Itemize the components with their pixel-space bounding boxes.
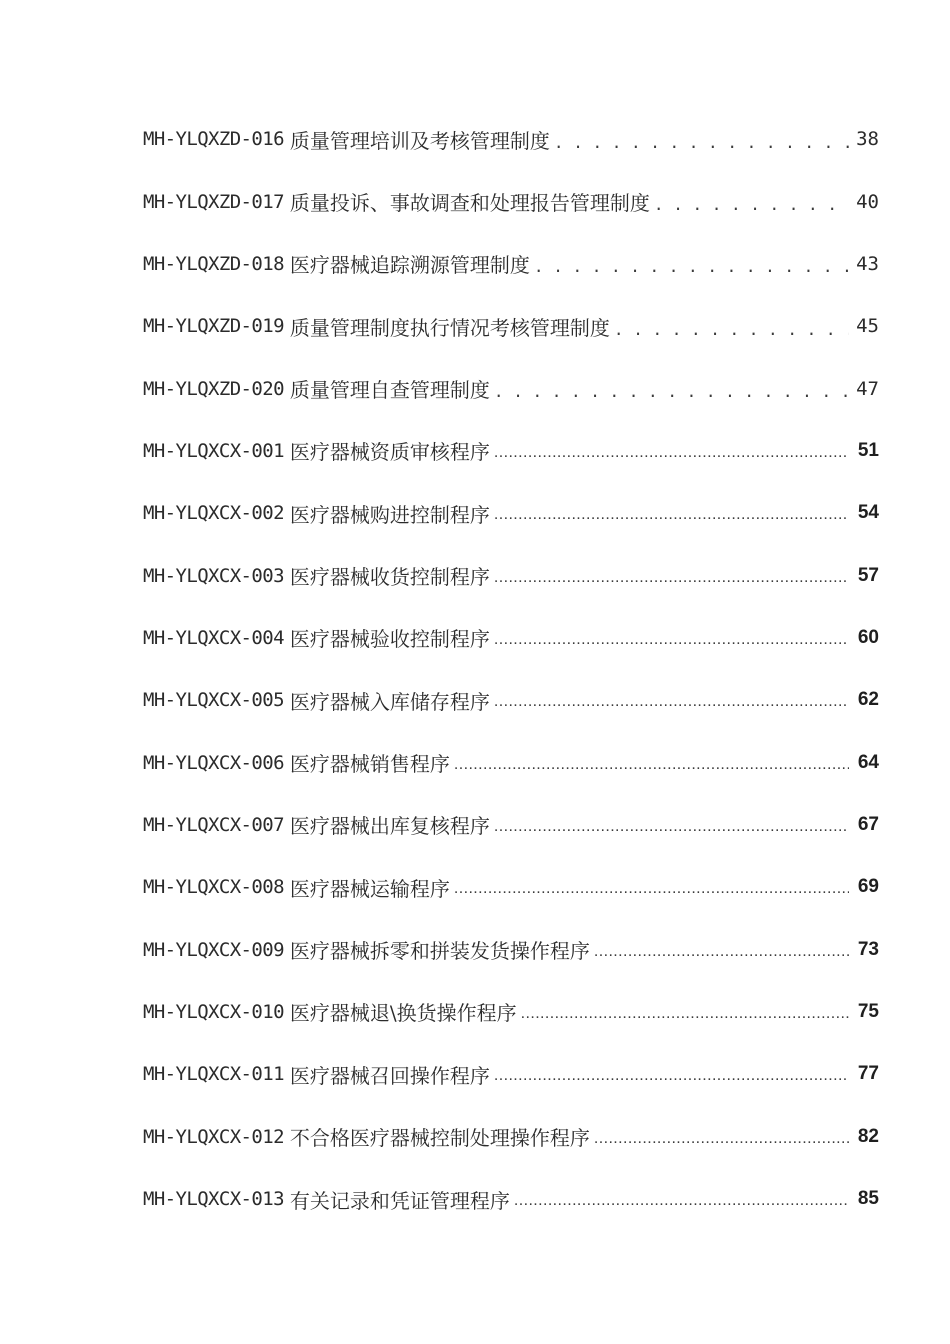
toc-dot-leader xyxy=(494,482,849,544)
toc-entry-code: MH-YLQXCX-007 xyxy=(143,813,284,836)
toc-entry-code: MH-YLQXCX-009 xyxy=(143,938,284,961)
toc-entry-code: MH-YLQXCX-008 xyxy=(143,876,284,899)
toc-dot-leader xyxy=(454,856,849,918)
toc-entry-title: 质量管理自查管理制度 xyxy=(289,378,490,403)
toc-entry[interactable] xyxy=(143,357,879,419)
toc-entry-title: 有关记录和凭证管理程序 xyxy=(289,1188,510,1213)
toc-entry[interactable] xyxy=(143,108,879,170)
toc-dot-leader xyxy=(614,295,849,357)
toc-entry-code: MH-YLQXCX-004 xyxy=(143,626,284,649)
toc-entry-page-number: 77 xyxy=(857,1063,879,1085)
toc-entry-title: 医疗器械入库储存程序 xyxy=(289,689,490,714)
toc-entry[interactable] xyxy=(143,918,879,980)
table-of-contents xyxy=(143,108,879,1230)
toc-entry[interactable] xyxy=(143,482,879,544)
toc-entry-code: MH-YLQXCX-005 xyxy=(143,689,284,712)
toc-entry-title: 质量管理培训及考核管理制度 xyxy=(289,128,550,153)
toc-entry-code: MH-YLQXZD-016 xyxy=(143,128,284,151)
toc-entry-title: 医疗器械运输程序 xyxy=(289,876,450,901)
toc-dot-leader xyxy=(514,1168,849,1230)
toc-entry-title: 医疗器械追踪溯源管理制度 xyxy=(289,253,530,278)
toc-entry[interactable] xyxy=(143,295,879,357)
toc-entry[interactable] xyxy=(143,981,879,1043)
toc-entry[interactable] xyxy=(143,233,879,295)
toc-entry[interactable] xyxy=(143,731,879,793)
toc-dot-leader xyxy=(554,108,849,170)
toc-entry[interactable] xyxy=(143,1168,879,1230)
toc-entry-page-number: 54 xyxy=(857,502,879,524)
toc-entry[interactable] xyxy=(143,794,879,856)
toc-entry[interactable] xyxy=(143,1043,879,1105)
toc-entry-code: MH-YLQXCX-013 xyxy=(143,1188,284,1211)
toc-entry-code: MH-YLQXZD-017 xyxy=(143,190,284,213)
toc-dot-leader xyxy=(494,1043,849,1105)
toc-entry[interactable] xyxy=(143,544,879,606)
toc-entry-title: 医疗器械收货控制程序 xyxy=(289,565,490,590)
toc-entry-title: 医疗器械验收控制程序 xyxy=(289,627,490,652)
toc-entry-code: MH-YLQXCX-001 xyxy=(143,439,284,462)
toc-entry-page-number: 45 xyxy=(856,315,879,338)
toc-entry-code: MH-YLQXCX-011 xyxy=(143,1063,284,1086)
toc-entry-code: MH-YLQXCX-002 xyxy=(143,502,284,525)
toc-entry-title: 质量投诉、事故调查和处理报告管理制度 xyxy=(289,191,650,216)
toc-entry-page-number: 64 xyxy=(857,751,879,773)
toc-entry-page-number: 51 xyxy=(857,439,879,461)
toc-dot-leader xyxy=(521,981,849,1043)
toc-entry-code: MH-YLQXCX-003 xyxy=(143,564,284,587)
toc-entry[interactable] xyxy=(143,856,879,918)
toc-entry-title: 不合格医疗器械控制处理操作程序 xyxy=(289,1126,590,1151)
toc-dot-leader xyxy=(494,794,849,856)
toc-entry-code: MH-YLQXCX-012 xyxy=(143,1125,284,1148)
toc-entry-code: MH-YLQXZD-020 xyxy=(143,377,284,400)
toc-dot-leader xyxy=(494,669,849,731)
toc-entry-page-number: 75 xyxy=(857,1000,879,1022)
toc-entry[interactable] xyxy=(143,607,879,669)
toc-entry-code: MH-YLQXZD-018 xyxy=(143,252,284,275)
toc-entry-page-number: 60 xyxy=(857,626,879,648)
toc-entry-page-number: 69 xyxy=(857,876,879,898)
toc-dot-leader xyxy=(594,1106,849,1168)
toc-entry-title: 医疗器械召回操作程序 xyxy=(289,1063,490,1088)
toc-entry-title: 医疗器械拆零和拼装发货操作程序 xyxy=(289,939,590,964)
toc-entry[interactable] xyxy=(143,420,879,482)
toc-dot-leader xyxy=(494,357,849,419)
toc-entry-page-number: 82 xyxy=(857,1125,879,1147)
toc-entry-page-number: 62 xyxy=(857,689,879,711)
toc-entry-page-number: 67 xyxy=(857,813,879,835)
toc-dot-leader xyxy=(654,170,849,232)
toc-entry-page-number: 73 xyxy=(857,938,879,960)
toc-dot-leader xyxy=(494,420,849,482)
toc-entry-page-number: 43 xyxy=(856,252,879,275)
toc-dot-leader xyxy=(494,544,849,606)
toc-entry[interactable] xyxy=(143,1106,879,1168)
toc-entry-code: MH-YLQXCX-010 xyxy=(143,1000,284,1023)
toc-entry-page-number: 57 xyxy=(857,564,879,586)
toc-dot-leader xyxy=(594,918,849,980)
toc-entry-code: MH-YLQXCX-006 xyxy=(143,751,284,774)
toc-entry-page-number: 47 xyxy=(856,377,879,400)
toc-entry[interactable] xyxy=(143,170,879,232)
toc-entry-title: 质量管理制度执行情况考核管理制度 xyxy=(289,315,610,340)
toc-dot-leader xyxy=(534,233,849,295)
toc-entry-page-number: 85 xyxy=(857,1188,879,1210)
toc-dot-leader xyxy=(454,731,849,793)
toc-entry-code: MH-YLQXZD-019 xyxy=(143,315,284,338)
toc-entry-title: 医疗器械购进控制程序 xyxy=(289,502,490,527)
toc-entry-title: 医疗器械销售程序 xyxy=(289,752,450,777)
toc-entry-title: 医疗器械出库复核程序 xyxy=(289,814,490,839)
toc-dot-leader xyxy=(494,607,849,669)
toc-entry-title: 医疗器械退\换货操作程序 xyxy=(289,1001,517,1026)
toc-entry-title: 医疗器械资质审核程序 xyxy=(289,440,490,465)
toc-entry-page-number: 40 xyxy=(856,190,879,213)
toc-entry[interactable] xyxy=(143,669,879,731)
toc-entry-page-number: 38 xyxy=(856,128,879,151)
